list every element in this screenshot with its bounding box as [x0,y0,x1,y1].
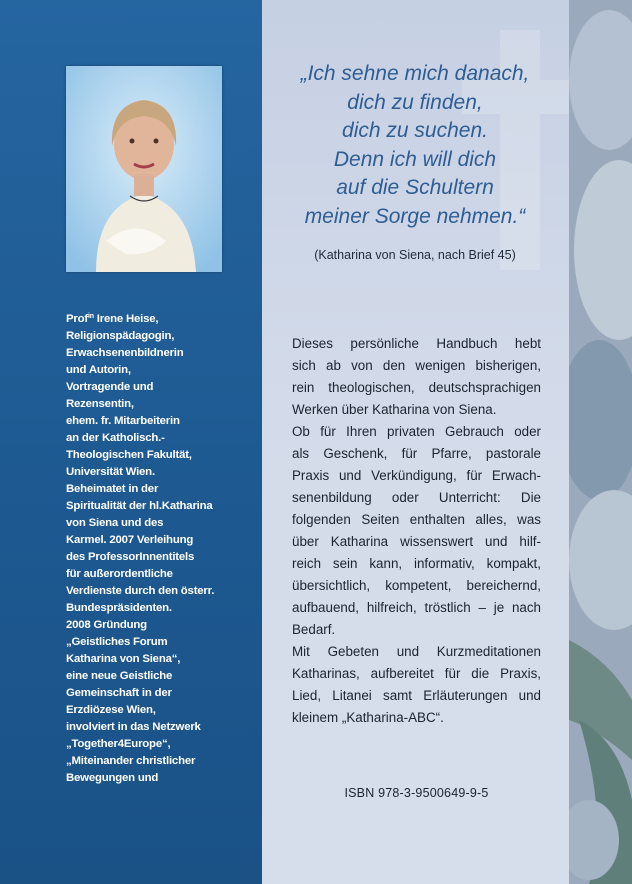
author-portrait [66,66,222,272]
description-line: Katharinas, aufbereitet für die Praxis, [292,666,541,681]
quote-line: auf die Schultern [336,176,494,199]
bio-line: 2008 Gründung [66,619,147,631]
description-line: aufbauend, hilfreich, tröstlich – je nach [292,600,541,615]
description-line: Mit Gebeten und Kurzmeditationen [292,644,541,659]
description-line: Bedarf. [292,622,336,637]
bio-line: ehem. fr. Mitarbeiterin [66,415,180,427]
bio-line: Gemeinschaft in der [66,687,172,699]
bio-line: Karmel. 2007 Verleihung [66,534,194,546]
description-line: Dieses persönliche Handbuch hebt [292,336,541,351]
bio-line: Religionspädagogin, [66,330,175,342]
isbn-number: ISBN 978-3-9500649-9-5 [344,786,489,800]
author-portrait-photo [66,66,222,272]
bio-line: Bundespräsidenten. [66,602,172,614]
description-line: rein theologischen, deutschsprachigen [292,380,541,395]
bio-line: Theologischen Fakultät, [66,449,192,461]
description-line: senenbildung oder Unterricht: Die [292,490,541,505]
bio-line: Universität Wien. [66,466,155,478]
bio-line: Vortragende und [66,381,154,393]
bio-line: von Siena und des [66,517,164,529]
description-line: Praxis und Verkündigung, für Erwach- [292,468,541,483]
description-line: Ob für Ihren privaten Gebrauch oder [292,424,541,439]
bio-line: Verdienste durch den österr. [66,585,215,597]
bio-line: Erwachsenenbildnerin [66,347,184,359]
bio-line: „Miteinander christlicher [66,755,196,767]
bio-line: Rezensentin, [66,398,134,410]
bio-line: „Geistliches Forum [66,636,168,648]
description-line: über Katharina wissenswert und hilf- [292,534,541,549]
description-line: als Geschenk, für Pfarre, pastorale [292,446,541,461]
description-line: reich sein kann, informativ, kompakt, [292,556,541,571]
background-flower-photo [569,0,632,884]
bio-name-line: Prof$^{in}$ Irene Heise, [66,313,159,325]
bio-line: des ProfessorInnentitels [66,551,195,563]
quote-line: dich zu suchen. [342,119,488,142]
bio-line: an der Katholisch.- [66,432,165,444]
quote-source: (Katharina von Siena, nach Brief 45) [314,248,516,262]
quote-line: Denn ich will dich [333,147,497,171]
bio-line: eine neue Geistliche [66,670,173,682]
bio-line: und Autorin, [66,364,131,376]
bio-line: involviert in das Netzwerk [66,721,201,733]
description-line: übersichtlich, kompetent, bereichernd, [292,578,541,593]
quote-line: meiner Sorge nehmen.“ [304,204,526,228]
bio-line: „Together4Europe“, [66,738,171,750]
bio-line: Erzdiözese Wien, [66,704,156,716]
bio-line: Katharina von Siena“, [66,653,181,665]
quote-line: „Ich sehne mich danach, [300,62,530,85]
description-line: Lied, Litanei samt Erläuterungen und [292,688,541,703]
quote-line: dich zu finden, [347,90,483,114]
description-line: folgenden Seiten enthalten alles, was [292,512,541,527]
author-bio [66,308,251,787]
description-line: sich ab von den wenigen bisherigen, [292,358,541,373]
bio-line: Spiritualität der hl.Katharina [66,500,213,512]
katharina-quote [280,60,550,231]
description-line: kleinem „Katharina-ABC“. [292,710,444,725]
bio-line: Bewegungen und [66,772,159,784]
book-description [292,333,541,729]
bio-line: für außerordentliche [66,568,173,580]
bio-line: Beheimatet in der [66,483,159,495]
description-line: Werken über Katharina von Siena. [292,402,497,417]
flower-leaves-illustration [569,0,632,884]
